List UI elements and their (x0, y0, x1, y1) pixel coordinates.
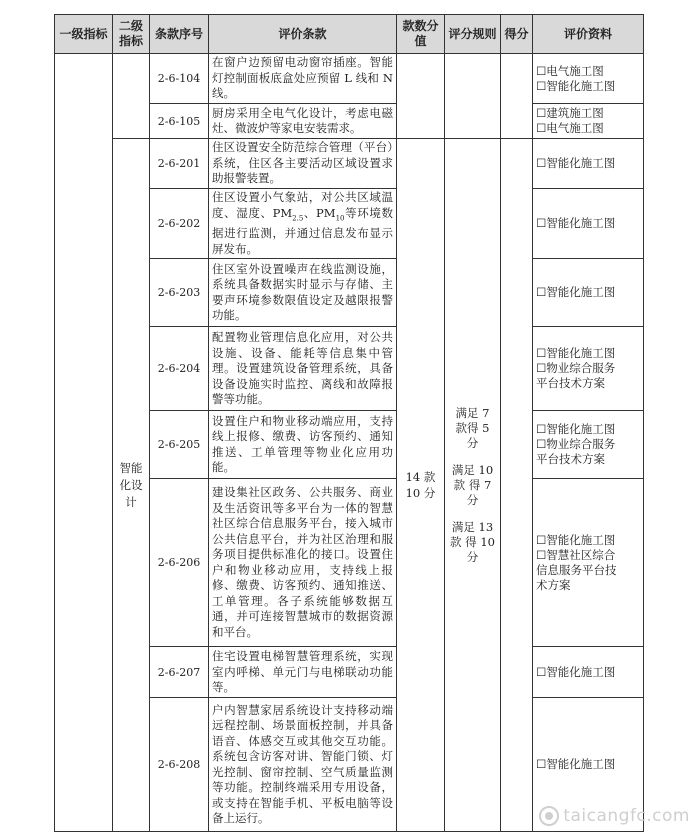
clause-code: 2-6-208 (150, 698, 209, 832)
scoring-rule (445, 139, 501, 832)
score-cell (501, 139, 533, 832)
clause-text: 住宅设置电梯智慧管理系统，实现室内呼梯、单元门与电梯联动功能等。 (209, 647, 397, 698)
header-materials: 评价资料 (533, 15, 644, 54)
material-item: ☐智能化施工图 (536, 346, 616, 361)
materials-cell (533, 479, 644, 647)
material-item: 平台技术方案 (536, 376, 605, 391)
rule-line: 满足 7 款得 5 分 (455, 405, 490, 450)
clause-text: 配置物业管理信息化应用，对公共设施、设备、能耗等信息集中管理。设置建筑设备管理系统，具备设备设施实时监控、离线和故障报警等功能。 (209, 327, 397, 411)
clause-text: 在窗户边预留电动窗帘插座。智能灯控制面板底盒处应预留 L 线和 N 线。 (209, 54, 397, 104)
material-item: ☐智能化施工图 (536, 422, 616, 437)
header-level2: 二级指标 (113, 15, 150, 54)
materials-cell (533, 647, 644, 698)
header-code: 条款序号 (150, 15, 209, 54)
header-row (55, 15, 644, 54)
clause-text-part: 住区设置小气象站，对公共区域温度、湿度、PM (212, 190, 393, 220)
clause-code: 2-6-203 (150, 259, 209, 327)
material-item: 平台技术方案 (536, 452, 605, 467)
materials-cell (533, 189, 644, 259)
watermark-logo-icon (539, 806, 559, 826)
material-item: ☐电气施工图 (536, 121, 604, 135)
rule-line: 满足 10 款 得 7 分 (451, 462, 494, 507)
materials-cell (533, 259, 644, 327)
clause-code: 2-6-105 (150, 104, 209, 139)
count-value: 14 款 10 分 (397, 139, 445, 832)
material-item: ☐智能化施工图 (536, 532, 616, 547)
clause-text (209, 189, 397, 259)
subscript: 10 (335, 213, 345, 222)
clause-text-part: 、PM (303, 205, 336, 220)
material-item: ☐智能化施工图 (536, 757, 616, 772)
material-item: ☐建筑施工图 (536, 106, 604, 120)
clause-text-part: 等环境数据进行监测，并通过信息发布显示屏发布。 (212, 205, 394, 256)
material-item: ☐智能化施工图 (536, 156, 616, 170)
level2-intelligent-design: 智能化设计 (113, 139, 150, 832)
clause-code: 2-6-202 (150, 189, 209, 259)
material-item: ☐智能化施工图 (536, 285, 616, 300)
level1-cell (55, 54, 113, 832)
header-rule: 评分规则 (445, 15, 501, 54)
material-item: ☐智能化施工图 (536, 216, 616, 231)
clause-text: 设置住户和物业移动端应用，支持线上报修、缴费、访客预约、通知推送、工单管理等物业化应用功能。 (209, 411, 397, 479)
materials-cell (533, 54, 644, 104)
watermark-text: taicangfc.com (563, 806, 690, 826)
level2-cell-prev (113, 54, 150, 139)
clause-code: 2-6-201 (150, 139, 209, 189)
subscript: 2.5 (292, 213, 304, 222)
clause-text: 住区设置安全防范综合管理（平台）系统，住区各主要活动区域设置求助报警装置。 (209, 139, 397, 189)
clause-text: 住区室外设置噪声在线监测设施，系统具备数据实时显示与存储、主要声环境参数限值设定及越限报警功能。 (209, 259, 397, 327)
clause-text: 户内智慧家居系统设计支持移动端远程控制、场景面板控制，并具备语音、体感交互或其他交互功能。系统包含访客对讲、智能门锁、灯光控制、窗帘控制、空气质量监测等功能。控制终端采用专用设备，或支持在智能手机、平板电脑等设备上运行。 (209, 698, 397, 832)
clause-code: 2-6-207 (150, 647, 209, 698)
material-item: ☐物业综合服务 (536, 437, 616, 452)
material-item: ☐电气施工图 (536, 63, 604, 78)
header-score: 得分 (501, 15, 533, 54)
clause-code: 2-6-104 (150, 54, 209, 104)
materials-cell (533, 327, 644, 411)
rule-line: 满足 13 款 得 10 分 (450, 519, 495, 564)
clause-text: 建设集社区政务、公共服务、商业及生活资讯等多平台为一体的智慧社区综合信息服务平台，接入城市公共信息平台，并为社区治理和服务项目提供标准化的接口。设置住户和物业移动应用，支持线上报修、缴费、访客预约、通知推送、工单管理。各子系统能够数据互通，并可连接智慧城市的数据资源和平台。 (209, 479, 397, 647)
material-item: 术方案 (536, 577, 571, 592)
evaluation-table (54, 14, 644, 832)
materials-cell (533, 139, 644, 189)
watermark (539, 806, 690, 826)
clause-code: 2-6-205 (150, 411, 209, 479)
clause-text: 厨房采用全电气化设计，考虑电磁灶、微波炉等家电安装需求。 (209, 104, 397, 139)
materials-cell (533, 411, 644, 479)
material-item: ☐智能化施工图 (536, 78, 616, 93)
clause-code: 2-6-204 (150, 327, 209, 411)
count-cell-prev (397, 54, 445, 139)
clause-code: 2-6-206 (150, 479, 209, 647)
score-cell-prev (501, 54, 533, 139)
material-item: ☐物业综合服务 (536, 361, 616, 376)
rule-cell-prev (445, 54, 501, 139)
header-level1: 一级指标 (55, 15, 113, 54)
material-item: ☐智能化施工图 (536, 664, 616, 679)
material-item: ☐智慧社区综合 (536, 547, 616, 562)
header-condition: 评价条款 (209, 15, 397, 54)
material-item: 信息服务平台技 (536, 562, 617, 577)
table-row (55, 139, 644, 189)
table-row (55, 54, 644, 104)
materials-cell (533, 104, 644, 139)
header-count: 款数分值 (397, 15, 445, 54)
